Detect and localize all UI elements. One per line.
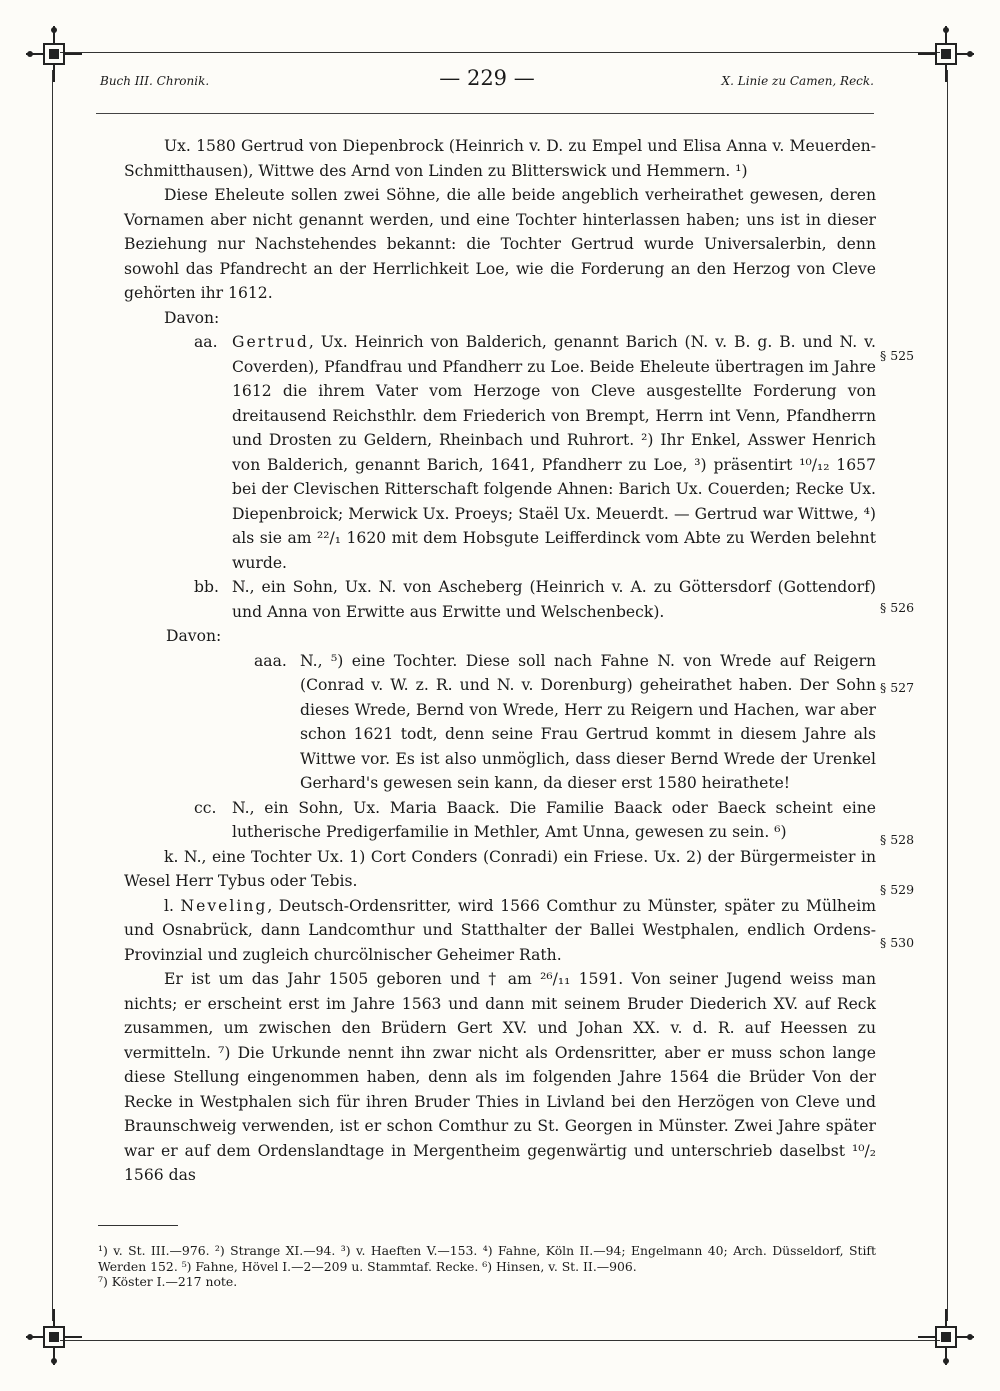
entry-aaa-label: aaa. (254, 651, 287, 670)
entry-bb (194, 575, 876, 624)
paragraph-ux-1580: Ux. 1580 Gertrud von Diepenbrock (Heinrich v. D. zu Empel und Elisa Anna v. Meuerden-Schmitthausen), Wittwe des Arnd von Linden zu Blitterswick und Hemmern. ¹) (124, 137, 876, 180)
entry-cc (194, 796, 876, 845)
davon-heading: Davon: (164, 308, 220, 327)
entry-aa-name: Gertrud (232, 333, 309, 351)
margin-section-525: § 525 (880, 348, 915, 363)
header-divider (96, 113, 874, 114)
corner-ornament-icon (916, 1307, 976, 1367)
footnote-divider (98, 1225, 178, 1226)
margin-section-526: § 526 (880, 600, 915, 615)
margin-section-528: § 528 (880, 832, 915, 847)
margin-section-529: § 529 (880, 882, 915, 897)
entry-aaa-text: N., ⁵) eine Tochter. Diese soll nach Fahne N. von Wrede auf Reigern (Conrad v. W. z. R. und N. v. Dorenburg) geheirathet haben. Der Sohn dieses Wrede, Bernd von Wrede, Herr zu Reigern und Hachen, war aber schon 1621 todt, denn seine Frau Gertrud kommt in diesem Jahre als Wittwe vor. Es ist also unmöglich, dass dieser Bernd Wrede der Urenkel Gerhard's gewesen sein kann, da dieser erst 1580 heirathete! (300, 651, 876, 792)
frame-top-border (60, 52, 940, 53)
entry-l-text: , Deutsch-Ordensritter, wird 1566 Comthur zu Münster, später zu Mülheim und Osnabrück, dann Landcomthur und Statthalter der Ballei Westphalen, endlich Ordens-Provinzial und zugleich churcölnischer Geheimer Rath. (124, 896, 876, 964)
margin-section-530: § 530 (880, 935, 915, 950)
paragraph-neveling-bio: Er ist um das Jahr 1505 geboren und † am ²⁶/₁₁ 1591. Von seiner Jugend weiss man nichts; er erscheint erst im Jahre 1563 und dann mit seinem Bruder Diederich XV. auf Reck zusammen, um zwischen den Brüdern Gert XV. und Johan XX. v. d. R. auf Heessen zu vermitteln. ⁷) Die Urkunde nennt ihn zwar nicht als Ordensritter, aber er muss schon lange diese Stellung eingenommen haben, denn als im folgenden Jahre 1564 die Brüder Von der Recke in Westphalen sich für ihren Bruder Thies in Livland bei den Herzögen von Cleve und Braunschweig verwenden, ist er schon Comthur zu St. Georgen in Münster. Zwei Jahre später war er auf dem Ordenslandtage in Mergentheim gegenwärtig und unterschrieb daselbst ¹⁰/₂ 1566 das (124, 970, 876, 1184)
corner-ornament-icon (24, 1307, 84, 1367)
paragraph-eheleute: Diese Eheleute sollen zwei Söhne, die alle beide angeblich verheirathet gewesen, deren Vornamen aber nicht genannt werden, und eine Tochter hinterlassen haben; uns ist in dieser Beziehung nur Nachstehendes bekannt: die Tochter Gertrud wurde Universalerbin, denn sowohl das Pfandrecht an der Herrlichkeit Loe, wie die Forderung an den Herzog von Cleve gehörten ihr 1612. (124, 186, 876, 302)
frame-left-border (52, 70, 53, 1321)
header-book-title: Buch III. Chronik. (100, 74, 210, 88)
frame-right-border (947, 70, 948, 1321)
page-body (124, 134, 876, 1188)
entry-cc-label: cc. (194, 798, 217, 817)
entry-aa-label: aa. (194, 333, 218, 351)
footnote-block-1: ¹) v. St. III.—976. ²) Strange XI.—94. ³) v. Haeften V.—153. ⁴) Fahne, Köln II.—94; Engelmann 40; Arch. Düsseldorf, Stift Werden 152. ⁵) Fahne, Hövel I.—2—209 u. Stammtaf. Recke. ⁶) Hinsen, v. St. II.—906. (98, 1243, 876, 1274)
entry-aaa (254, 649, 876, 796)
entry-k: k. N., eine Tochter Ux. 1) Cort Conders (Conradi) ein Friese. Ux. 2) der Bürgermeister in Wesel Herr Tybus oder Tebis. (124, 847, 876, 890)
footnotes (98, 1243, 876, 1290)
entry-cc-text: N., ein Sohn, Ux. Maria Baack. Die Familie Baack oder Baeck scheint eine lutherische Predigerfamilie in Methler, Amt Unna, gewesen zu sein. ⁶) (232, 798, 876, 841)
footnote-block-2: ⁷) Köster I.—217 note. (98, 1274, 238, 1289)
entry-l-name: Neveling (180, 896, 268, 915)
entry-bb-text: N., ein Sohn, Ux. N. von Ascheberg (Heinrich v. A. zu Göttersdorf (Gottendorf) und Anna von Erwitte aus Erwitte und Welschenbeck). (232, 578, 876, 621)
entry-aa-text: , Ux. Heinrich von Balderich, genannt Barich (N. v. B. g. B. und N. v. Coverden), Pfandfrau und Pfandherr zu Loe. Beide Eheleute übertragen im Jahre 1612 die ihrem Vater vom Herzoge von Cleve ausgestellte Forderung von dreitausend Reichsthlr. dem Friederich von Brempt, Herrn int Venn, Pfandherrn und Drosten zu Geldern, Rheinbach und Ruhrort. ²) Ihr Enkel, Asswer Henrich von Balderich, genannt Barich, 1641, Pfandherr zu Loe, ³) präsentirt ¹⁰/₁₂ 1657 bei der Clevischen Ritterschaft folgende Ahnen: Barich Ux. Couerden; Recke Ux. Diepenbroick; Merwick Ux. Proeys; Staël Ux. Meuerdt. — Gertrud war Wittwe, ⁴) als sie am ²²/₁ 1620 mit dem Hobsgute Leifferdinck vom Abte zu Werden belehnt wurde. (232, 333, 876, 572)
page-number: — 229 — (439, 66, 535, 90)
entry-bb-label: bb. (194, 578, 219, 596)
margin-section-527: § 527 (880, 680, 915, 695)
entry-l-label: l. (164, 896, 174, 915)
frame-bottom-border (60, 1340, 940, 1341)
davon-heading-2: Davon: (166, 627, 222, 645)
corner-ornament-icon (916, 24, 976, 84)
entry-l (124, 894, 876, 968)
header-chapter-title: X. Linie zu Camen, Reck. (721, 74, 874, 88)
running-header (100, 66, 874, 96)
corner-ornament-icon (24, 24, 84, 84)
entry-aa (194, 330, 876, 575)
